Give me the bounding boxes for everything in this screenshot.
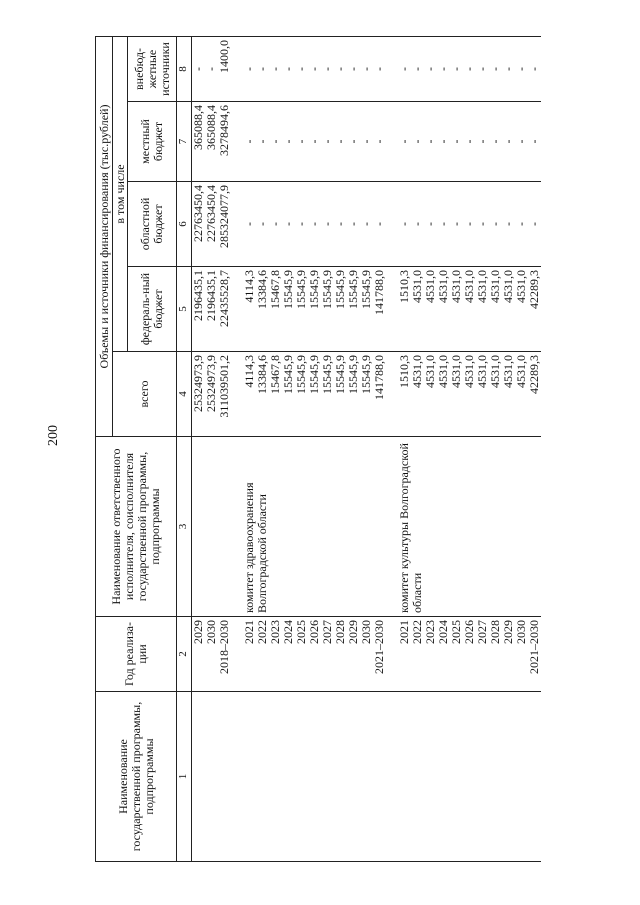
extrabudgetary-cell: - bbox=[515, 37, 528, 102]
local-cell: - bbox=[450, 102, 463, 182]
year-cell: 2022 bbox=[256, 617, 269, 692]
extrabudgetary-cell: - bbox=[411, 37, 424, 102]
total-cell: 13384,6 bbox=[256, 352, 269, 437]
total-cell: 15545,9 bbox=[321, 352, 334, 437]
federal-cell: 15545,9 bbox=[295, 267, 308, 352]
local-cell: - bbox=[321, 102, 334, 182]
column-number-row bbox=[177, 37, 192, 862]
table-row bbox=[398, 37, 411, 862]
program-name-cell bbox=[398, 692, 541, 862]
local-cell: - bbox=[256, 102, 269, 182]
column-number: 5 bbox=[177, 267, 192, 352]
total-cell: 15545,9 bbox=[282, 352, 295, 437]
federal-cell: 42289,3 bbox=[528, 267, 541, 352]
local-cell: - bbox=[347, 102, 360, 182]
total-cell: 4531,0 bbox=[489, 352, 502, 437]
year-cell: 2024 bbox=[437, 617, 450, 692]
local-cell: - bbox=[424, 102, 437, 182]
regional-cell: - bbox=[502, 182, 515, 267]
federal-cell: 15545,9 bbox=[321, 267, 334, 352]
total-cell: 4531,0 bbox=[424, 352, 437, 437]
federal-cell: 4531,0 bbox=[437, 267, 450, 352]
header-federal-budget: федераль-ный бюджет bbox=[128, 267, 177, 352]
local-cell: - bbox=[282, 102, 295, 182]
year-cell: 2027 bbox=[476, 617, 489, 692]
extrabudgetary-cell: - bbox=[373, 37, 386, 102]
federal-cell: 22435528,7 bbox=[218, 267, 231, 352]
federal-cell: 4531,0 bbox=[476, 267, 489, 352]
total-cell: 15545,9 bbox=[295, 352, 308, 437]
local-cell: - bbox=[476, 102, 489, 182]
rotated-table-container bbox=[95, 32, 595, 862]
extrabudgetary-cell: - bbox=[437, 37, 450, 102]
financing-table bbox=[95, 36, 541, 862]
extrabudgetary-cell: - bbox=[243, 37, 256, 102]
regional-cell: 285324077,9 bbox=[218, 182, 231, 267]
regional-cell: - bbox=[515, 182, 528, 267]
federal-cell: 4531,0 bbox=[424, 267, 437, 352]
local-cell: - bbox=[437, 102, 450, 182]
regional-cell: - bbox=[411, 182, 424, 267]
regional-cell: 22763450,4 bbox=[192, 182, 206, 267]
federal-cell: 4531,0 bbox=[411, 267, 424, 352]
block-culture-committee bbox=[398, 37, 541, 862]
block-health-committee bbox=[243, 37, 398, 862]
year-cell: 2026 bbox=[308, 617, 321, 692]
regional-cell: - bbox=[528, 182, 541, 267]
total-cell: 4531,0 bbox=[476, 352, 489, 437]
total-cell: 4531,0 bbox=[502, 352, 515, 437]
header-program-name: Наименование государственной программы, подпрограммы bbox=[96, 692, 177, 862]
extrabudgetary-cell: - bbox=[360, 37, 373, 102]
regional-cell: - bbox=[373, 182, 386, 267]
local-cell: - bbox=[373, 102, 386, 182]
year-cell: 2021 bbox=[398, 617, 411, 692]
regional-cell: - bbox=[308, 182, 321, 267]
total-cell: 4114,3 bbox=[243, 352, 256, 437]
extrabudgetary-cell: - bbox=[528, 37, 541, 102]
table-row bbox=[243, 37, 256, 862]
regional-cell: - bbox=[321, 182, 334, 267]
regional-cell: - bbox=[437, 182, 450, 267]
regional-cell: - bbox=[347, 182, 360, 267]
header-regional-budget: областной бюджет bbox=[128, 182, 177, 267]
federal-cell: 4531,0 bbox=[489, 267, 502, 352]
year-cell: 2029 bbox=[192, 617, 206, 692]
local-cell: - bbox=[295, 102, 308, 182]
local-cell: 365088,4 bbox=[205, 102, 218, 182]
total-cell: 15545,9 bbox=[308, 352, 321, 437]
regional-cell: - bbox=[243, 182, 256, 267]
regional-cell: - bbox=[282, 182, 295, 267]
column-number: 8 bbox=[177, 37, 192, 102]
year-cell: 2030 bbox=[360, 617, 373, 692]
year-cell: 2027 bbox=[321, 617, 334, 692]
federal-cell: 4114,3 bbox=[243, 267, 256, 352]
federal-cell: 2196435,1 bbox=[192, 267, 206, 352]
header-financing-group: Объемы и источники финансирования (тыс.рублей) bbox=[96, 37, 113, 437]
header-including: в том числе bbox=[113, 37, 128, 352]
program-name-cell bbox=[243, 692, 386, 862]
year-cell: 2023 bbox=[269, 617, 282, 692]
local-cell: - bbox=[502, 102, 515, 182]
year-cell: 2025 bbox=[450, 617, 463, 692]
local-cell: - bbox=[528, 102, 541, 182]
extrabudgetary-cell: 1400,0 bbox=[218, 37, 231, 102]
executor-cell bbox=[192, 437, 232, 617]
year-cell: 2026 bbox=[463, 617, 476, 692]
federal-cell: 4531,0 bbox=[502, 267, 515, 352]
column-number: 4 bbox=[177, 352, 192, 437]
table-row bbox=[192, 37, 206, 862]
federal-cell: 15545,9 bbox=[308, 267, 321, 352]
extrabudgetary-cell: - bbox=[476, 37, 489, 102]
regional-cell: - bbox=[476, 182, 489, 267]
extrabudgetary-cell: - bbox=[205, 37, 218, 102]
local-cell: 365088,4 bbox=[192, 102, 206, 182]
year-cell: 2024 bbox=[282, 617, 295, 692]
local-cell: - bbox=[269, 102, 282, 182]
federal-cell: 2196435,1 bbox=[205, 267, 218, 352]
year-cell: 2023 bbox=[424, 617, 437, 692]
total-cell: 15467,8 bbox=[269, 352, 282, 437]
federal-cell: 4531,0 bbox=[463, 267, 476, 352]
year-cell: 2025 bbox=[295, 617, 308, 692]
total-cell: 4531,0 bbox=[463, 352, 476, 437]
year-cell: 2029 bbox=[502, 617, 515, 692]
regional-cell: - bbox=[295, 182, 308, 267]
extrabudgetary-cell: - bbox=[256, 37, 269, 102]
extrabudgetary-cell: - bbox=[308, 37, 321, 102]
extrabudgetary-cell: - bbox=[269, 37, 282, 102]
page-number: 200 bbox=[46, 425, 61, 446]
federal-cell: 141788,0 bbox=[373, 267, 386, 352]
header-year: Год реализа-ции bbox=[96, 617, 177, 692]
total-cell: 4531,0 bbox=[515, 352, 528, 437]
regional-cell: - bbox=[463, 182, 476, 267]
federal-cell: 15545,9 bbox=[347, 267, 360, 352]
header-executor: Наименование ответственного исполнителя, соисполнителя государственной программы, подпрограммы bbox=[96, 437, 177, 617]
local-cell: - bbox=[398, 102, 411, 182]
local-cell: - bbox=[334, 102, 347, 182]
local-cell: 3278494,6 bbox=[218, 102, 231, 182]
header-total: всего bbox=[113, 352, 177, 437]
federal-cell: 4531,0 bbox=[450, 267, 463, 352]
extrabudgetary-cell: - bbox=[282, 37, 295, 102]
extrabudgetary-cell: - bbox=[463, 37, 476, 102]
regional-cell: 22763450,4 bbox=[205, 182, 218, 267]
federal-cell: 15545,9 bbox=[282, 267, 295, 352]
total-cell: 4531,0 bbox=[411, 352, 424, 437]
local-cell: - bbox=[360, 102, 373, 182]
total-cell: 4531,0 bbox=[437, 352, 450, 437]
local-cell: - bbox=[411, 102, 424, 182]
total-cell: 311039501,2 bbox=[218, 352, 231, 437]
extrabudgetary-cell: - bbox=[295, 37, 308, 102]
total-cell: 141788,0 bbox=[373, 352, 386, 437]
total-cell: 4531,0 bbox=[450, 352, 463, 437]
column-number: 6 bbox=[177, 182, 192, 267]
regional-cell: - bbox=[360, 182, 373, 267]
year-cell: 2029 bbox=[347, 617, 360, 692]
extrabudgetary-cell: - bbox=[192, 37, 206, 102]
total-cell: 42289,3 bbox=[528, 352, 541, 437]
year-cell: 2021 bbox=[243, 617, 256, 692]
regional-cell: - bbox=[450, 182, 463, 267]
extrabudgetary-cell: - bbox=[502, 37, 515, 102]
local-cell: - bbox=[489, 102, 502, 182]
block-program-totals bbox=[192, 37, 244, 862]
program-name-cell bbox=[192, 692, 232, 862]
column-number: 3 bbox=[177, 437, 192, 617]
column-number: 7 bbox=[177, 102, 192, 182]
header-extrabudgetary: внебюд-жетные источники bbox=[128, 37, 177, 102]
executor-cell: комитет культуры Волгоградской области bbox=[398, 437, 541, 617]
extrabudgetary-cell: - bbox=[450, 37, 463, 102]
regional-cell: - bbox=[256, 182, 269, 267]
federal-cell: 15545,9 bbox=[334, 267, 347, 352]
federal-cell: 1510,3 bbox=[398, 267, 411, 352]
regional-cell: - bbox=[398, 182, 411, 267]
extrabudgetary-cell: - bbox=[347, 37, 360, 102]
federal-cell: 13384,6 bbox=[256, 267, 269, 352]
column-number: 1 bbox=[177, 692, 192, 862]
year-cell: 2018–2030 bbox=[218, 617, 231, 692]
local-cell: - bbox=[515, 102, 528, 182]
total-cell: 15545,9 bbox=[347, 352, 360, 437]
federal-cell: 4531,0 bbox=[515, 267, 528, 352]
local-cell: - bbox=[308, 102, 321, 182]
total-cell: 25324973,9 bbox=[192, 352, 206, 437]
total-cell: 15545,9 bbox=[360, 352, 373, 437]
year-cell: 2028 bbox=[334, 617, 347, 692]
year-cell: 2021–2030 bbox=[528, 617, 541, 692]
regional-cell: - bbox=[489, 182, 502, 267]
header-local-budget: местный бюджет bbox=[128, 102, 177, 182]
extrabudgetary-cell: - bbox=[424, 37, 437, 102]
extrabudgetary-cell: - bbox=[321, 37, 334, 102]
extrabudgetary-cell: - bbox=[334, 37, 347, 102]
total-cell: 1510,3 bbox=[398, 352, 411, 437]
total-cell: 15545,9 bbox=[334, 352, 347, 437]
year-cell: 2030 bbox=[205, 617, 218, 692]
regional-cell: - bbox=[269, 182, 282, 267]
extrabudgetary-cell: - bbox=[489, 37, 502, 102]
table-header bbox=[96, 37, 192, 862]
year-cell: 2021–2030 bbox=[373, 617, 386, 692]
column-number: 2 bbox=[177, 617, 192, 692]
executor-cell: комитет здравоохранения Волгоградской области bbox=[243, 437, 386, 617]
local-cell: - bbox=[463, 102, 476, 182]
year-cell: 2028 bbox=[489, 617, 502, 692]
year-cell: 2030 bbox=[515, 617, 528, 692]
regional-cell: - bbox=[424, 182, 437, 267]
year-cell: 2022 bbox=[411, 617, 424, 692]
regional-cell: - bbox=[334, 182, 347, 267]
federal-cell: 15545,9 bbox=[360, 267, 373, 352]
extrabudgetary-cell: - bbox=[398, 37, 411, 102]
local-cell: - bbox=[243, 102, 256, 182]
total-cell: 25324973,9 bbox=[205, 352, 218, 437]
federal-cell: 15467,8 bbox=[269, 267, 282, 352]
